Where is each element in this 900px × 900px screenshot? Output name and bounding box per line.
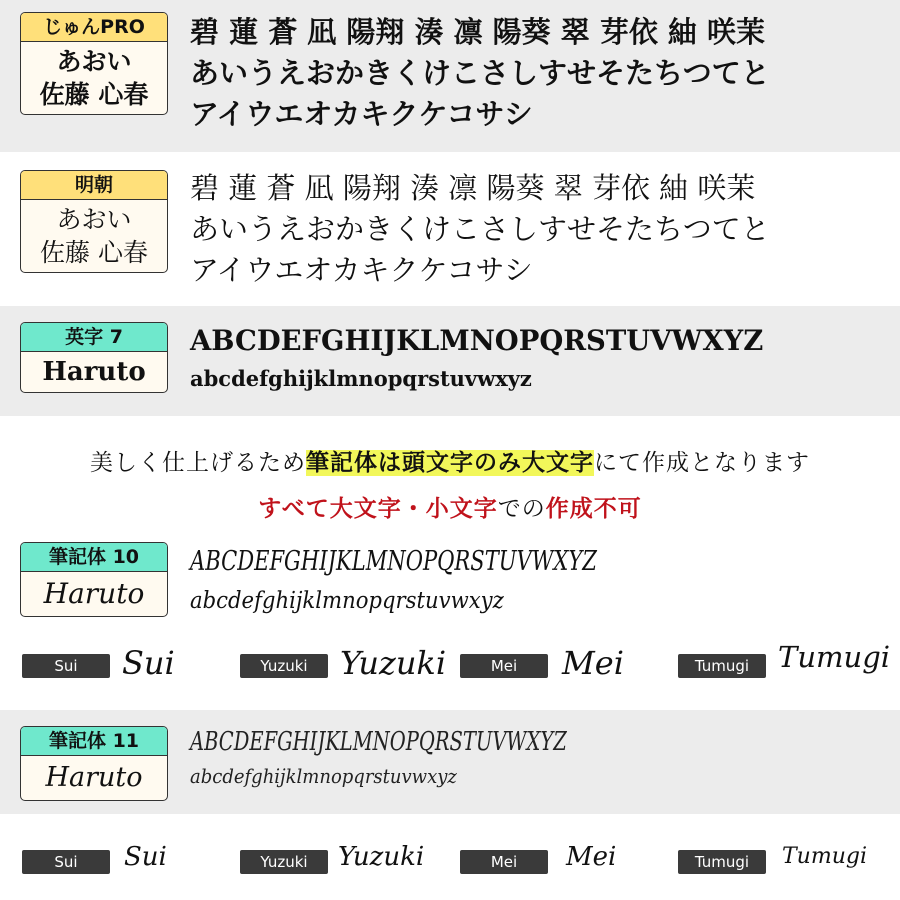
font-section-junpro (0, 0, 900, 152)
sample-name-kana: あおい (56, 47, 132, 76)
example-sample-tumugi: Tumugi (782, 844, 867, 869)
notice-highlight: 筆記体は頭文字のみ大文字 (306, 450, 594, 476)
sample-hiragana-line: あいうえおかきくけこさしすせそたちつてと (190, 56, 770, 90)
font-sample-junpro (190, 12, 770, 135)
font-sample-mincho (190, 168, 770, 291)
sample-name-kanji: 佐藤 心春 (40, 238, 148, 267)
font-section-mincho (0, 152, 900, 306)
example-label-sui: Sui (22, 654, 110, 678)
example-sample-mei: Mei (562, 644, 624, 682)
example-label-mei: Mei (460, 654, 548, 678)
example-sample-sui: Sui (122, 644, 175, 682)
font-tag: 筆記体 10 (21, 543, 167, 572)
warning-red-1: すべて大文字・小文字 (258, 496, 498, 522)
sample-lowercase: abcdefghijklmnopqrstuvwxyz (190, 366, 532, 391)
font-card-script11 (20, 726, 168, 801)
sample-kanji-line: 碧 蓮 蒼 凪 陽翔 湊 凛 陽葵 翠 芽依 紬 咲茉 (190, 15, 766, 49)
notice-line (0, 444, 900, 477)
sample-kanji-line: 碧 蓮 蒼 凪 陽翔 湊 凛 陽葵 翠 芽依 紬 咲茉 (190, 171, 756, 205)
notice-pre: 美しく仕上げるため (90, 450, 306, 476)
sample-uppercase: ABCDEFGHIJKLMNOPQRSTUVWXYZ (190, 727, 567, 757)
font-sample-script11 (190, 722, 692, 790)
sample-uppercase: ABCDEFGHIJKLMNOPQRSTUVWXYZ (190, 324, 764, 357)
sample-lowercase: abcdefghijklmnopqrstuvwxyz (190, 764, 457, 788)
sample-name-kanji: 佐藤 心春 (39, 80, 149, 109)
example-sample-mei: Mei (566, 842, 617, 872)
example-label-tumugi: Tumugi (678, 654, 766, 678)
font-card-junpro (20, 12, 168, 115)
font-sample-eiji7 (190, 320, 775, 396)
example-label-tumugi: Tumugi (678, 850, 766, 874)
sample-lowercase: abcdefghijklmnopqrstuvwxyz (190, 588, 504, 614)
notice-post: にて作成となります (594, 450, 810, 476)
font-section-eiji7 (0, 306, 900, 416)
example-label-sui: Sui (22, 850, 110, 874)
font-section-script11 (0, 710, 900, 814)
example-label-yuzuki: Yuzuki (240, 850, 328, 874)
font-tag: 明朝 (21, 171, 167, 200)
sample-name: Haruto (42, 357, 146, 387)
example-sample-yuzuki: Yuzuki (338, 842, 425, 872)
warning-black: での (497, 496, 546, 522)
sample-uppercase: ABCDEFGHIJKLMNOPQRSTUVWXYZ (190, 546, 597, 577)
script11-examples (0, 814, 900, 900)
sample-name: Haruto (43, 577, 145, 610)
font-card-mincho (20, 170, 168, 273)
font-tag: 英字 7 (21, 323, 167, 352)
warning-red-2: 作成不可 (545, 496, 642, 522)
example-sample-tumugi: Tumugi (778, 640, 891, 674)
example-label-yuzuki: Yuzuki (240, 654, 328, 678)
font-tag: じゅんPRO (21, 13, 167, 42)
font-card-script10 (20, 542, 168, 617)
sample-katakana-line: アイウエオカキクケコサシ (190, 253, 533, 287)
font-tag: 筆記体 11 (21, 727, 167, 756)
warning-line (0, 490, 900, 523)
sample-name: Haruto (45, 762, 143, 793)
sample-katakana-line: アイウエオカキクケコサシ (190, 97, 533, 131)
example-label-mei: Mei (460, 850, 548, 874)
sample-hiragana-line: あいうえおかきくけこさしすせそたちつてと (190, 212, 770, 246)
example-sample-sui: Sui (124, 842, 167, 872)
example-sample-yuzuki: Yuzuki (340, 644, 447, 682)
font-sample-script10 (190, 540, 712, 618)
font-section-script10 (0, 530, 900, 710)
sample-name-kana: あおい (56, 205, 132, 234)
font-card-eiji7 (20, 322, 168, 393)
